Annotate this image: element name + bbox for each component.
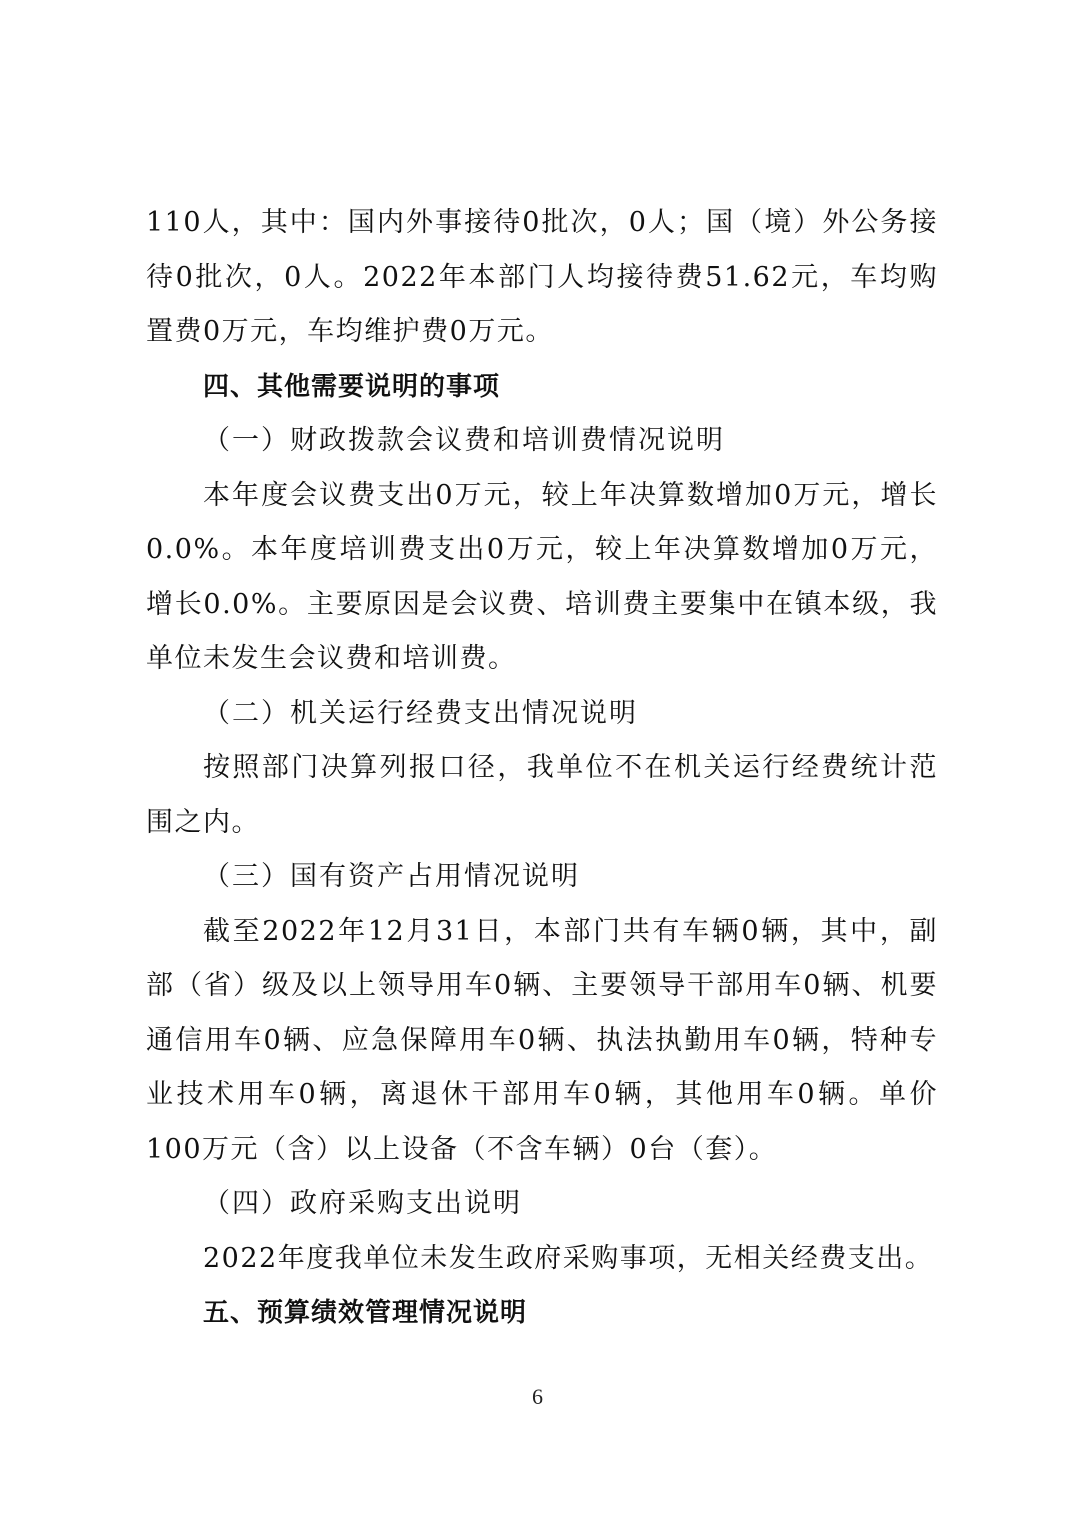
page-body	[146, 196, 938, 1341]
subheading-meeting-training-fees: （一）财政拨款会议费和培训费情况说明	[203, 425, 725, 456]
subheading-state-assets: （三）国有资产占用情况说明	[203, 861, 580, 892]
paragraph-operating-expenses: 按照部门决算列报口径，我单位不在机关运行经费统计范围之内。	[146, 752, 938, 838]
subheading-government-procurement: （四）政府采购支出说明	[203, 1188, 522, 1219]
section-heading-performance-management: 五、预算绩效管理情况说明	[203, 1298, 528, 1328]
paragraph-meeting-training-fees: 本年度会议费支出0万元，较上年决算数增加0万元，增长0.0%。本年度培训费支出0万元，较上年决算数增加0万元，增长0.0%。主要原因是会议费、培训费主要集中在镇本级，我单位未发生会议费和培训费。	[146, 479, 938, 674]
subheading-operating-expenses: （二）机关运行经费支出情况说明	[203, 697, 638, 729]
paragraph-state-assets: 截至2022年12月31日，本部门共有车辆0辆，其中，副部（省）级及以上领导用车0辆、主要领导干部用车0辆、机要通信用车0辆、应急保障用车0辆、执法执勤用车0辆，特种专业技术用车0辆，离退休干部用车0辆，其他用车0辆。单价100万元（含）以上设备（不含车辆）0台（套）。	[146, 915, 938, 1165]
paragraph-government-procurement: 2022年度我单位未发生政府采购事项，无相关经费支出。	[203, 1242, 934, 1274]
page-number: 6	[532, 1384, 543, 1409]
paragraph-reception-stats: 110人，其中：国内外事接待0批次，0人；国（境）外公务接待0批次，0人。2022年本部门人均接待费51.62元，车均购置费0万元，车均维护费0万元。	[146, 207, 938, 347]
section-heading-other-matters: 四、其他需要说明的事项	[203, 371, 501, 402]
